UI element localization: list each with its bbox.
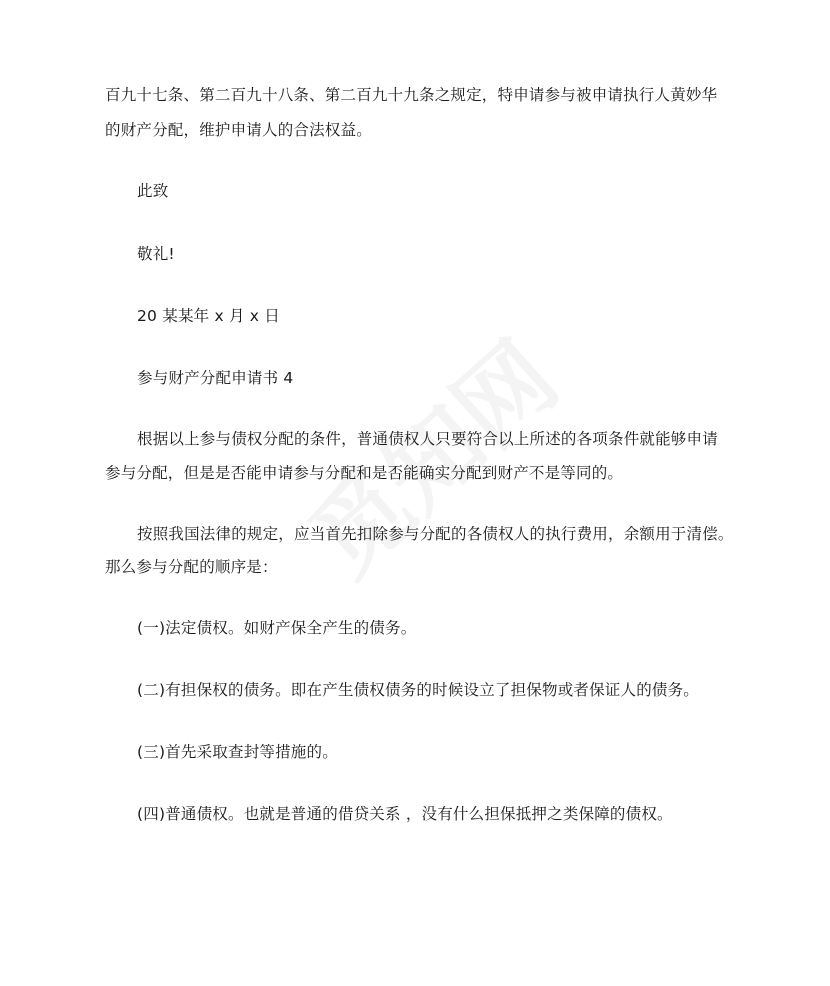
salutation-text: 敬礼! <box>137 245 175 263</box>
watermark <box>276 306 582 601</box>
list-item: (三)首先采取查封等措施的。 <box>137 743 338 761</box>
paragraph-1-line-1: 百九十七条、第二百九十八条、第二百九十九条之规定，特申请参与被申请执行人黄妙华 <box>105 86 718 104</box>
paragraph-3-line-2: 那么参与分配的顺序是： <box>105 558 278 576</box>
list-item: (一)法定债权。如财产保全产生的债务。 <box>137 619 417 637</box>
document-heading: 参与财产分配申请书 4 <box>137 369 294 387</box>
paragraph-2-line-1: 根据以上参与债权分配的条件，普通债权人只要符合以上所述的各项条件就能够申请 <box>137 430 718 448</box>
paragraph-3-line-1: 按照我国法律的规定，应当首先扣除参与分配的各债权人的执行费用，余额用于清偿。 <box>137 525 734 543</box>
paragraph-1-line-2: 的财产分配，维护申请人的合法权益。 <box>105 121 372 139</box>
list-item: (四)普通债权。也就是普通的借贷关系 ，没有什么担保抵押之类保障的债权。 <box>137 805 673 823</box>
date-text: 20 某某年 x 月 x 日 <box>137 307 281 325</box>
paragraph-2-line-2: 参与分配，但是是否能申请参与分配和是否能确实分配到财产不是等同的。 <box>105 464 624 482</box>
closing-text: 此致 <box>137 182 169 200</box>
list-item: (二)有担保权的债务。即在产生债权债务的时候设立了担保物或者保证人的债务。 <box>137 681 699 699</box>
